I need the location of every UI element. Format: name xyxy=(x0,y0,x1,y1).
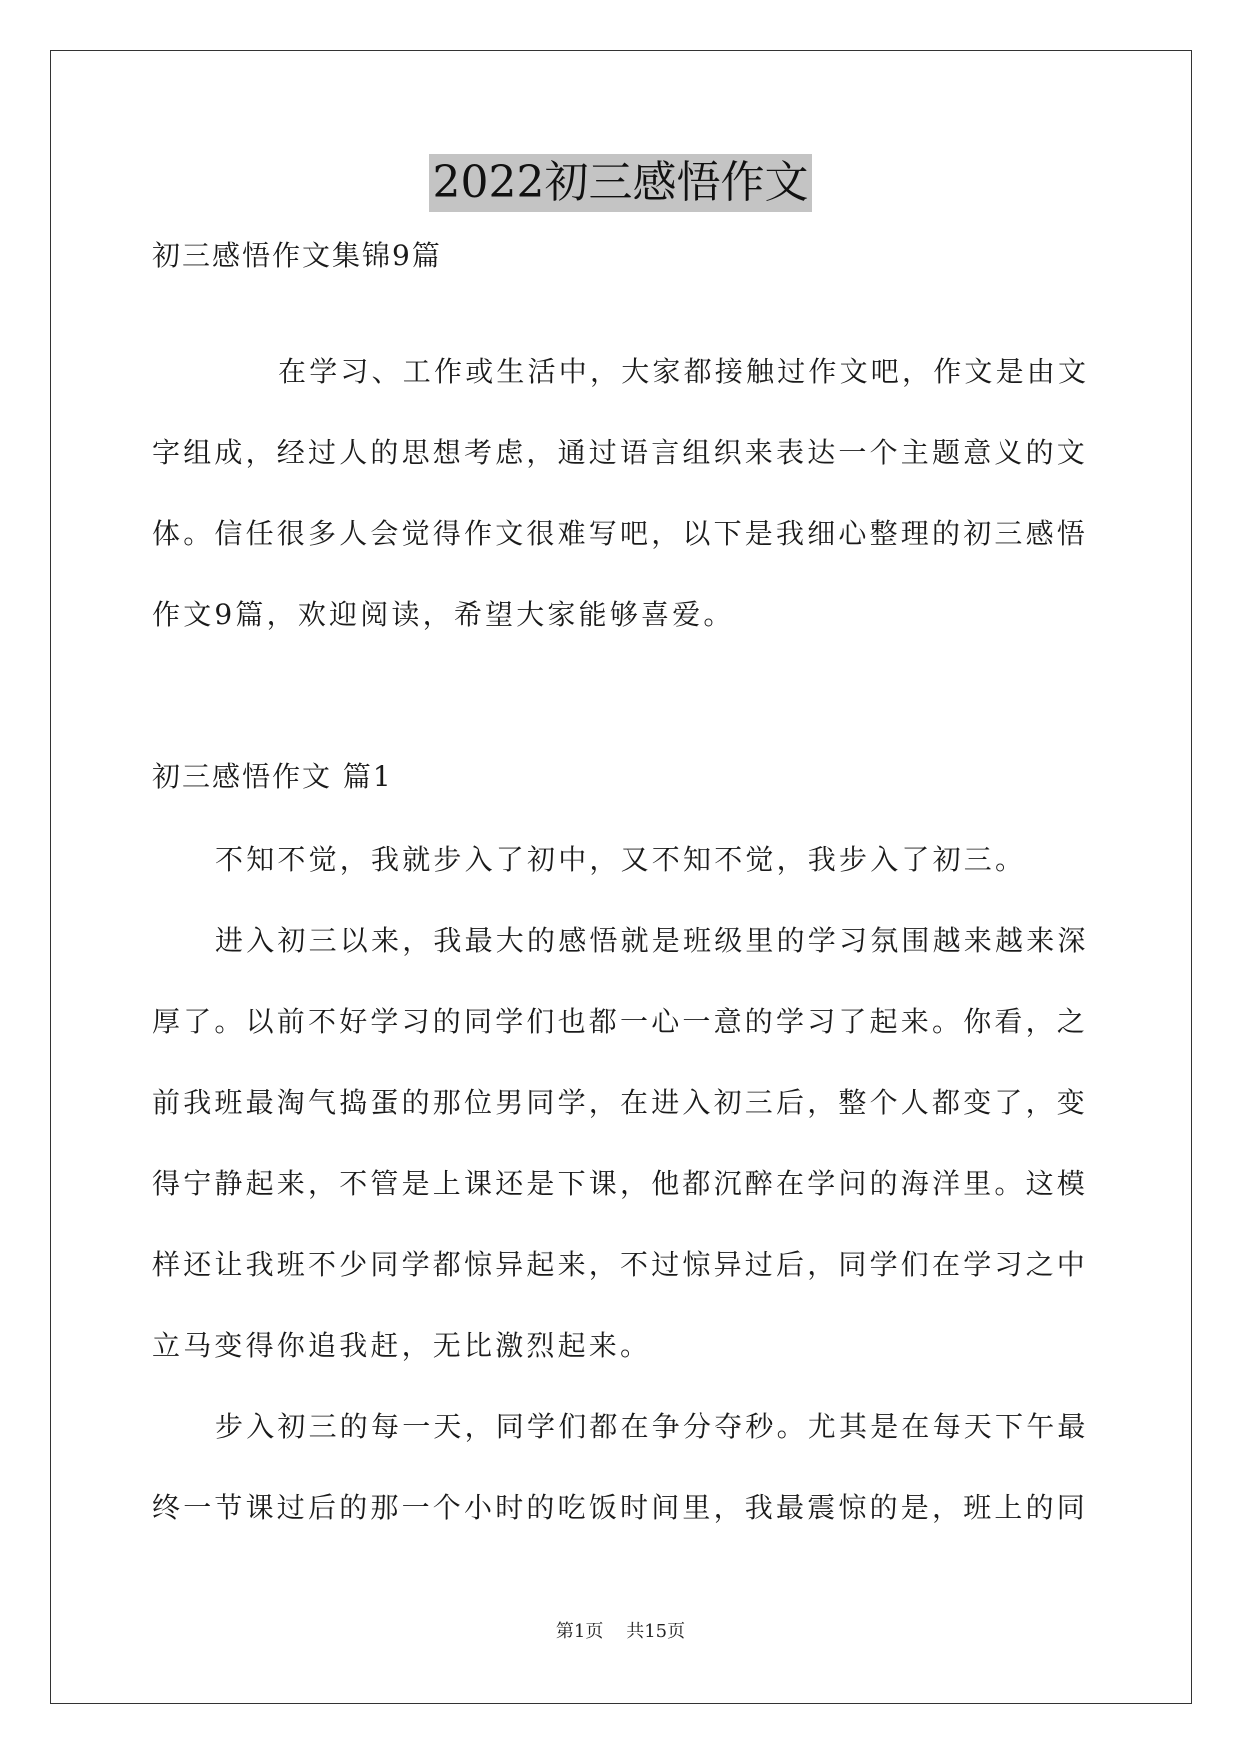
paragraph-1 xyxy=(152,819,1092,900)
document-title: 2022初三感悟作文 xyxy=(429,154,813,212)
title-container xyxy=(0,154,1241,212)
paragraph-line: 样还让我班不少同学都惊异起来，不过惊异过后，同学们在学习之中 xyxy=(152,1248,1089,1281)
section-heading: 初三感悟作文 篇1 xyxy=(152,760,393,793)
paragraph-line: 前我班最淘气捣蛋的那位男同学，在进入初三后，整个人都变了，变 xyxy=(152,1086,1089,1119)
intro-line: 体。信任很多人会觉得作文很难写吧，以下是我细心整理的初三感悟 xyxy=(152,517,1089,550)
document-subtitle: 初三感悟作文集锦9篇 xyxy=(152,239,442,272)
page-footer: 第1页 共15页 xyxy=(555,1621,686,1642)
paragraph-line: 终一节课过后的那一个小时的吃饭时间里，我最震惊的是，班上的同 xyxy=(152,1491,1089,1524)
paragraph-2 xyxy=(152,900,1092,1386)
paragraph-line: 步入初三的每一天，同学们都在争分夺秒。尤其是在每天下午最 xyxy=(215,1410,1089,1443)
paragraph-line: 立马变得你追我赶，无比激烈起来。 xyxy=(152,1329,652,1362)
paragraph-line: 进入初三以来，我最大的感悟就是班级里的学习氛围越来越来深 xyxy=(215,924,1089,957)
intro-paragraph xyxy=(152,331,1092,655)
paragraph-line: 得宁静起来，不管是上课还是下课，他都沉醉在学问的海洋里。这模 xyxy=(152,1167,1089,1200)
paragraph-3 xyxy=(152,1386,1092,1548)
intro-line: 字组成，经过人的思想考虑，通过语言组织来表达一个主题意义的文 xyxy=(152,436,1089,469)
paragraph-line: 不知不觉，我就步入了初中，又不知不觉，我步入了初三。 xyxy=(215,843,1027,876)
paragraph-line: 厚了。以前不好学习的同学们也都一心一意的学习了起来。你看，之 xyxy=(152,1005,1089,1038)
intro-line: 在学习、工作或生活中，大家都接触过作文吧，作文是由文 xyxy=(278,355,1090,388)
intro-line: 作文9篇，欢迎阅读，希望大家能够喜爱。 xyxy=(152,598,735,631)
